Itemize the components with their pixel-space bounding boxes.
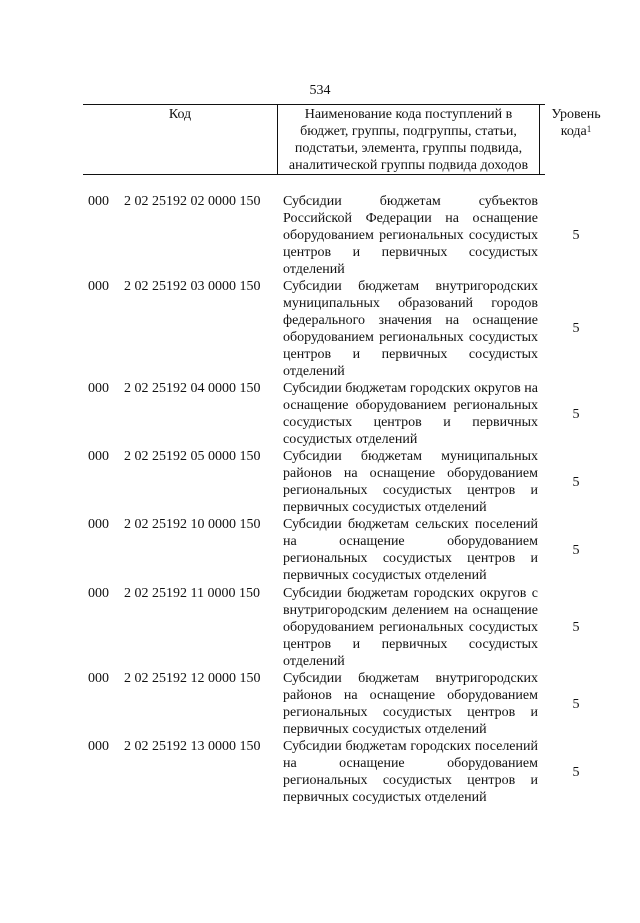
code-level: 5 <box>572 765 580 780</box>
income-name: Субсидии бюджетам муниципальных районов на оснащение оборудованием региональных сосудистых центров и первичных сосудистых отделений <box>283 449 538 515</box>
header-name-line: подстатьи, элемента, группы подвида, <box>294 141 523 156</box>
code-level: 5 <box>572 407 580 422</box>
income-code: 2 02 25192 04 0000 150 <box>124 381 261 396</box>
header-code: Код <box>168 107 192 122</box>
admin-code: 000 <box>88 671 109 686</box>
header-name-line: бюджет, группы, подгруппы, статьи, <box>300 124 517 139</box>
header-name-line: аналитической группы подвида доходов <box>288 158 529 173</box>
income-name: Субсидии бюджетам сельских поселений на оснащение оборудованием региональных сосудистых центров и первичных сосудистых отделений <box>283 517 538 583</box>
admin-code: 000 <box>88 194 109 209</box>
income-name: Субсидии бюджетам городских поселений на оснащение оборудованием региональных сосудистых центров и первичных сосудистых отделений <box>283 739 538 805</box>
code-level: 5 <box>572 620 580 635</box>
header-level-text: кода <box>560 124 587 139</box>
income-code: 2 02 25192 11 0000 150 <box>124 586 260 601</box>
footnote-marker: 1 <box>586 124 592 134</box>
code-level: 5 <box>572 543 580 558</box>
income-code: 2 02 25192 12 0000 150 <box>124 671 261 686</box>
code-level: 5 <box>572 228 580 243</box>
income-name: Субсидии бюджетам внутригородских муниципальных образований городов федерального значения на оснащение оборудованием региональных сосудистых центров и первичных сосудистых отделений <box>283 279 538 379</box>
admin-code: 000 <box>88 517 109 532</box>
income-code: 2 02 25192 05 0000 150 <box>124 449 261 464</box>
income-name: Субсидии бюджетам городских округов с внутригородским делением на оснащение оборудованием региональных сосудистых центров и первичных сосудистых отделений <box>283 586 538 669</box>
admin-code: 000 <box>88 586 109 601</box>
header-level-line: Уровень <box>551 107 601 122</box>
admin-code: 000 <box>88 449 109 464</box>
header-name-line: Наименование кода поступлений в <box>304 107 513 122</box>
page-number: 534 <box>309 83 331 98</box>
income-name: Субсидии бюджетам внутригородских районов на оснащение оборудованием региональных сосудистых центров и первичных сосудистых отделений <box>283 671 538 737</box>
income-code: 2 02 25192 13 0000 150 <box>124 739 261 754</box>
income-code: 2 02 25192 02 0000 150 <box>124 194 261 209</box>
admin-code: 000 <box>88 381 109 396</box>
code-level: 5 <box>572 321 580 336</box>
income-code: 2 02 25192 10 0000 150 <box>124 517 261 532</box>
admin-code: 000 <box>88 739 109 754</box>
code-level: 5 <box>572 697 580 712</box>
admin-code: 000 <box>88 279 109 294</box>
income-code: 2 02 25192 03 0000 150 <box>124 279 261 294</box>
income-name: Субсидии бюджетам субъектов Российской Федерации на оснащение оборудованием региональных сосудистых центров и первичных сосудистых отделений <box>283 194 538 277</box>
income-name: Субсидии бюджетам городских округов на оснащение оборудованием региональных сосудистых центров и первичных сосудистых отделений <box>283 381 538 447</box>
code-level: 5 <box>572 475 580 490</box>
